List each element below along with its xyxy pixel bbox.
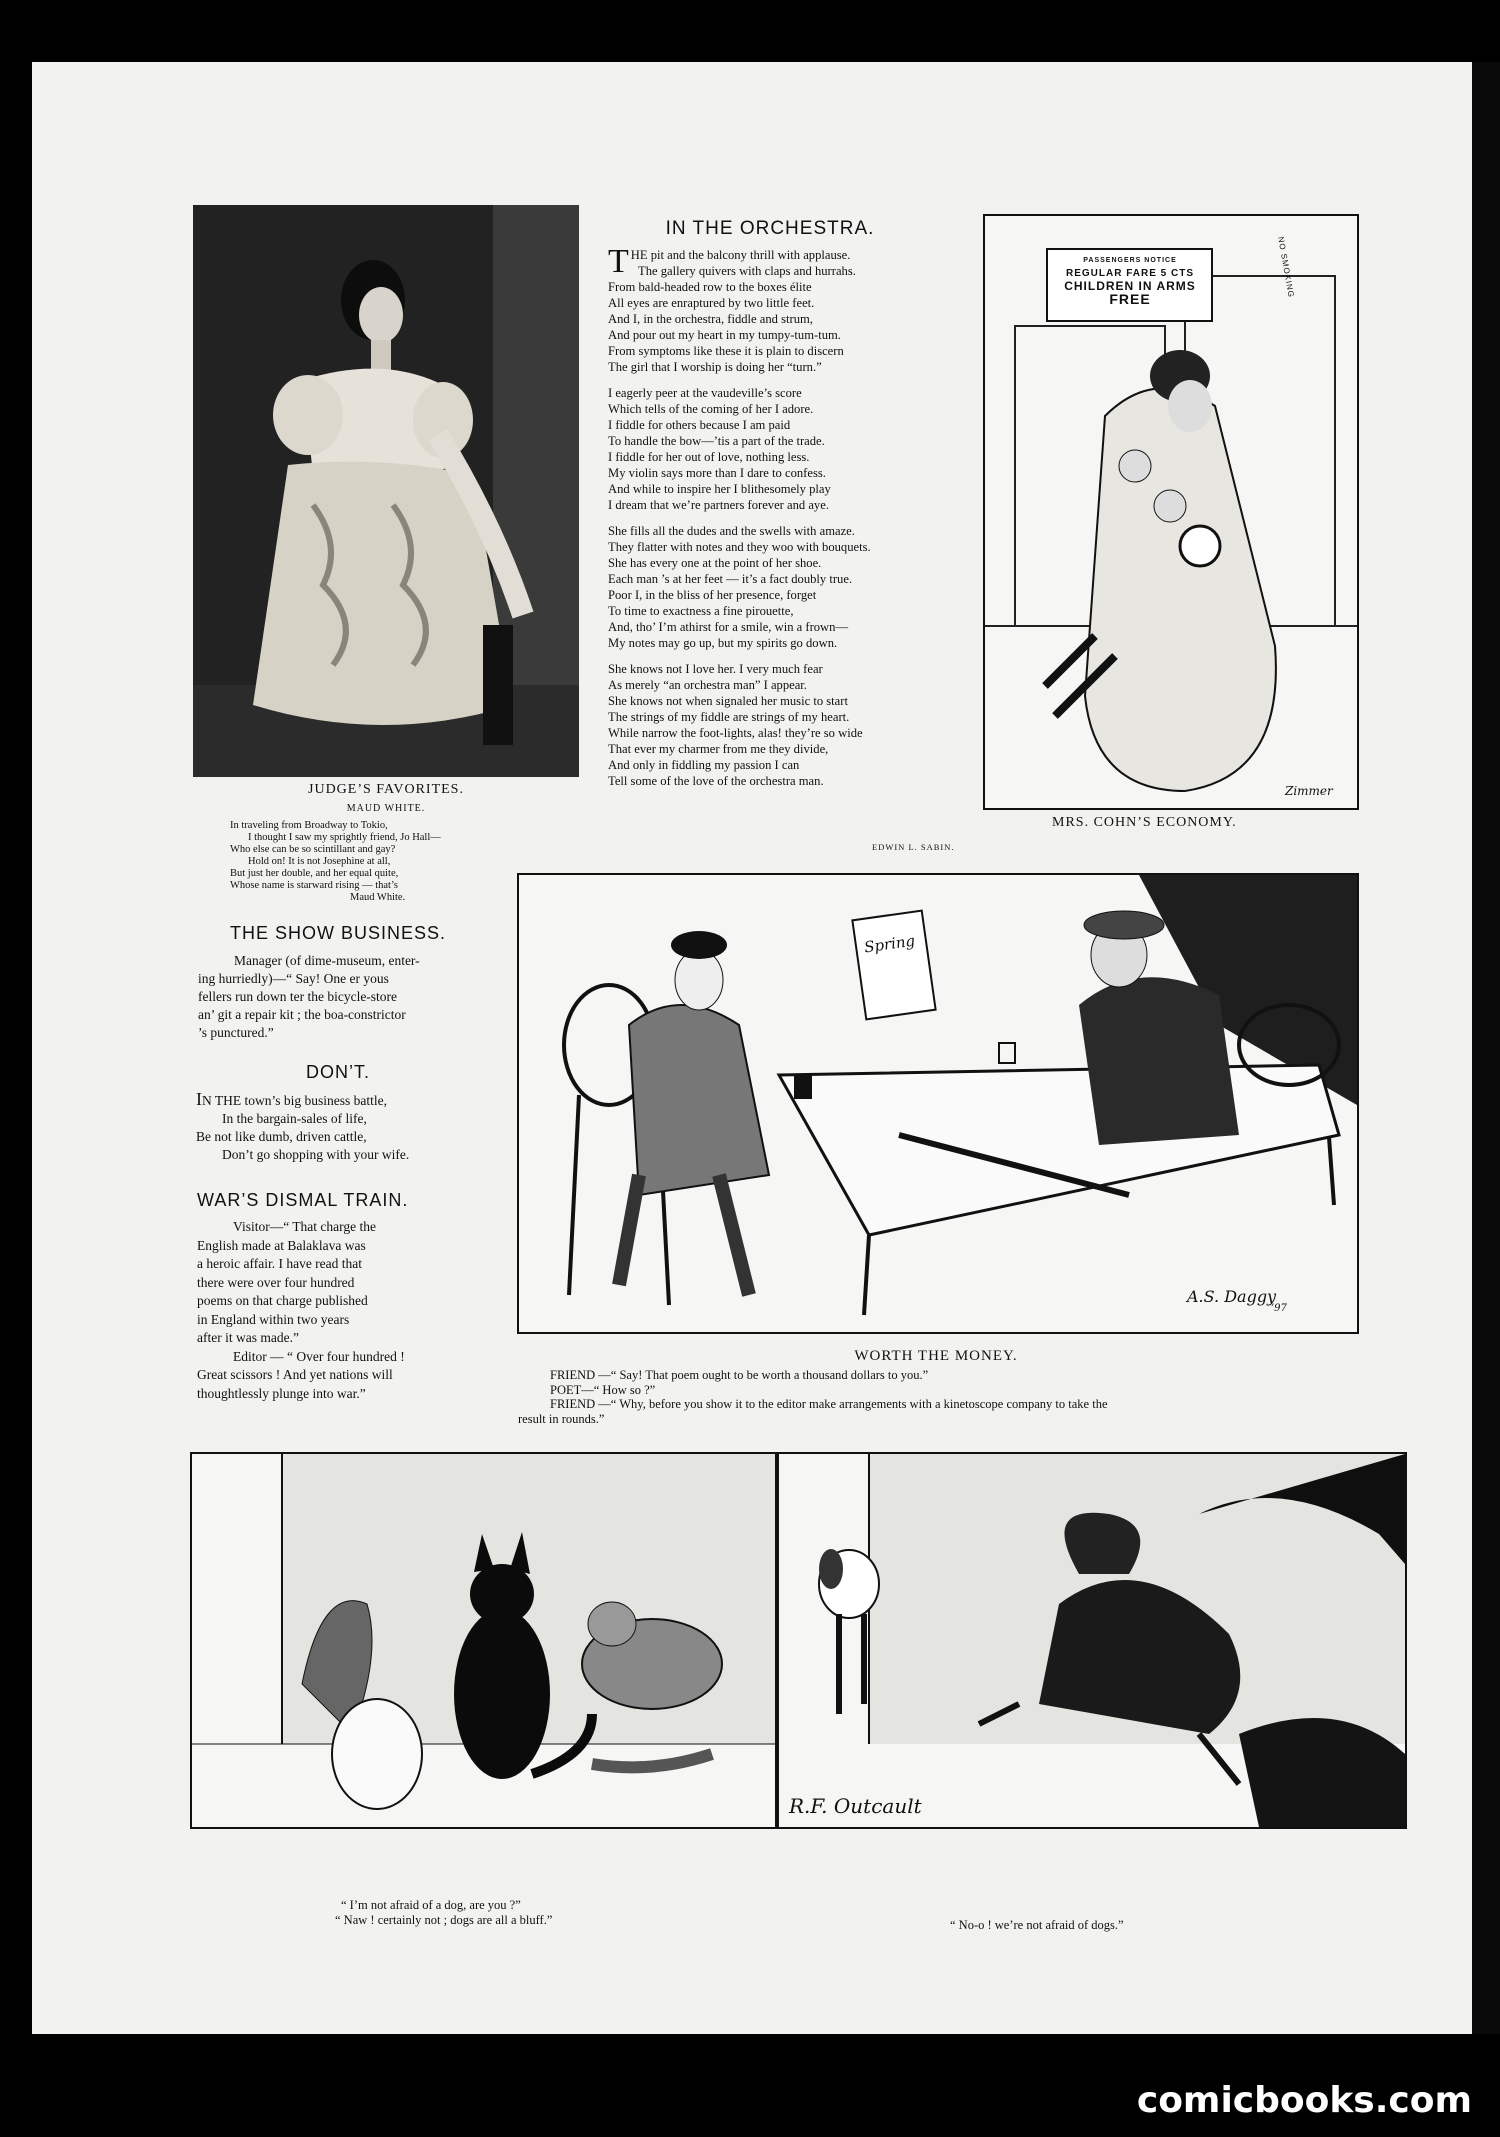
zimmer-signature: Zimmer xyxy=(1285,784,1333,798)
poem-line: I fiddle for her out of love, nothing less. xyxy=(608,450,810,464)
orchestra-dropcap: T xyxy=(608,243,629,280)
poem-line-text: N THE town’s big business battle, xyxy=(202,1093,387,1108)
dog-caption: “ No-o ! we’re not afraid of dogs.” xyxy=(950,1918,1124,1932)
text-line: thoughtlessly plunge into war.” xyxy=(197,1385,366,1401)
poem-line: And only in fiddling my passion I can xyxy=(608,758,800,772)
dialogue-line: FRIEND —“ Say! That poem ought to be worth a thousand dollars to you.” xyxy=(550,1368,929,1382)
caption-line: “ Naw ! certainly not ; dogs are all a bluff.” xyxy=(335,1913,553,1927)
text-line: Visitor—“ That charge the xyxy=(233,1219,377,1234)
poem-line: HE pit and the balcony thrill with applause. xyxy=(630,248,851,262)
text-line: ’s punctured.” xyxy=(198,1025,274,1040)
poem-line: She fills all the dudes and the swells with amaze. xyxy=(608,524,855,538)
dialogue-line: FRIEND —“ Why, before you show it to the editor make arrangements with a kinetoscope company to take the xyxy=(550,1397,1108,1411)
poem-line: The gallery quivers with claps and hurrahs. xyxy=(638,264,856,278)
poem-line: She knows not I love her. I very much fear xyxy=(608,662,823,676)
poem-line: Poor I, in the bliss of her presence, forget xyxy=(608,588,817,602)
show-business-text xyxy=(198,952,498,1042)
poem-line: The girl that I worship is doing her “turn.” xyxy=(608,360,822,374)
poem-line: Each man ’s at her feet — it’s a fact doubly true. xyxy=(608,572,853,586)
poem-line: Don’t go shopping with your wife. xyxy=(222,1147,410,1162)
poem-line xyxy=(196,1090,486,1110)
verse-line: I thought I saw my sprightly friend, Jo Hall— xyxy=(248,832,441,843)
dialogue-line: POET—“ How so ?” xyxy=(550,1382,656,1397)
text-line: there were over four hundred xyxy=(197,1274,355,1290)
text-line: Great scissors ! And yet nations will xyxy=(197,1367,393,1382)
poem-line: I fiddle for others because I am paid xyxy=(608,418,791,432)
text-line: English made at Balaklava was xyxy=(197,1237,366,1253)
poem-line: The strings of my fiddle are strings of my heart. xyxy=(608,710,850,724)
maud-white-photo xyxy=(193,205,579,777)
poem-line: She knows not when signaled her music to start xyxy=(608,694,848,708)
caption-line: “ I’m not afraid of a dog, are you ?” xyxy=(341,1898,521,1912)
page-edge xyxy=(1472,62,1500,2034)
text-line: Editor — “ Over four hundred ! xyxy=(233,1348,405,1364)
poem-line: I dream that we’re partners forever and aye. xyxy=(608,498,829,512)
dont-dropcap: I xyxy=(196,1089,202,1109)
verse-line: In traveling from Broadway to Tokio, xyxy=(230,820,388,831)
poem-line: She has every one at the point of her shoe. xyxy=(608,556,822,570)
orchestra-poem xyxy=(608,243,968,789)
poet-and-friend-illustration xyxy=(519,875,1357,1332)
orchestra-author: EDWIN L. SABIN. xyxy=(872,842,955,852)
dog-and-cat-illustration xyxy=(779,1454,1405,1827)
fare-sign xyxy=(1049,254,1211,306)
verse-line: But just her double, and her equal quite, xyxy=(230,868,399,879)
poem-line: They flatter with notes and they woo with bouquets. xyxy=(608,540,871,554)
text-line: poems on that charge published xyxy=(197,1293,368,1308)
wars-train-text xyxy=(197,1218,497,1403)
side-sign: NO SMOKING xyxy=(1276,236,1296,299)
worth-money-dialogue xyxy=(518,1368,1363,1426)
daggy-signature: A.S. Daggy xyxy=(1187,1287,1277,1306)
fare-sign-line: FREE xyxy=(1109,291,1151,307)
poem-line: My notes may go up, but my spirits go down. xyxy=(608,636,838,650)
verse-line: Maud White. xyxy=(350,892,406,903)
poem-line: Tell some of the love of the orchestra man. xyxy=(608,774,824,788)
poem-line: And I, in the orchestra, fiddle and strum, xyxy=(608,312,813,326)
text-line: ing hurriedly)—“ Say! One er yous xyxy=(198,971,389,986)
poem-line: I eagerly peer at the vaudeville’s score xyxy=(608,386,802,400)
verse-line: Whose name is starward rising — that’s xyxy=(230,880,398,891)
cats-caption xyxy=(335,1898,552,1928)
text-line: in England within two years xyxy=(197,1311,350,1327)
woman-portrait-illustration xyxy=(193,205,579,777)
poem-line: My violin says more than I dare to confess. xyxy=(608,466,826,480)
poem-line: From symptoms like these it is plain to discern xyxy=(608,344,844,358)
verse-line: Who else can be so scintillant and gay? xyxy=(230,844,396,855)
poem-line: To time to exactness a fine pirouette, xyxy=(608,604,794,618)
paper-label: Spring xyxy=(862,931,917,957)
poem-line: From bald-headed row to the boxes élite xyxy=(608,280,812,294)
text-line: an’ git a repair kit ; the boa-constrictor xyxy=(198,1007,406,1022)
poem-line: Which tells of the coming of her I adore. xyxy=(608,402,814,416)
daggy-signature-year: ’97 xyxy=(1271,1303,1287,1314)
wars-train-title: WAR’S DISMAL TRAIN. xyxy=(197,1190,409,1210)
poem-line: While narrow the foot-lights, alas! they’re so wide xyxy=(608,726,863,740)
four-cats-illustration xyxy=(192,1454,775,1827)
fare-sign-line: CHILDREN IN ARMS xyxy=(1064,279,1196,293)
judges-favorites-title: JUDGE’S FAVORITES. xyxy=(308,782,464,797)
text-line: a heroic affair. I have read that xyxy=(197,1256,363,1271)
text-line: Manager (of dime-museum, enter- xyxy=(234,953,420,968)
poem-line: That ever my charmer from me they divide, xyxy=(608,742,829,756)
site-watermark: comicbooks.com xyxy=(1136,2080,1472,2121)
poem-line: As merely “an orchestra man” I appear. xyxy=(608,678,807,692)
poem-line: To handle the bow—’tis a part of the trade. xyxy=(608,434,825,448)
cats-panel xyxy=(190,1452,777,1829)
poem-line: All eyes are enraptured by two little feet. xyxy=(608,296,815,310)
show-business-title: THE SHOW BUSINESS. xyxy=(229,923,447,943)
cohn-cartoon-panel xyxy=(983,214,1359,810)
cohn-cartoon-caption: MRS. COHN’S ECONOMY. xyxy=(1052,815,1237,830)
fare-sign-line: REGULAR FARE 5 CTS xyxy=(1065,268,1194,279)
outcault-signature: R.F. Outcault xyxy=(789,1794,922,1818)
poem-line: And, tho’ I’m athirst for a smile, win a frown— xyxy=(608,620,849,634)
worth-money-caption: WORTH THE MONEY. xyxy=(854,1348,1018,1364)
verse-line: Hold on! It is not Josephine at all, xyxy=(248,856,391,867)
poem-line: In the bargain-sales of life, xyxy=(222,1111,367,1126)
dont-title: DON’T. xyxy=(306,1062,370,1082)
poem-line: Be not like dumb, driven cattle, xyxy=(196,1129,367,1144)
worth-money-panel xyxy=(517,873,1359,1334)
dog-panel xyxy=(777,1452,1407,1829)
text-line: fellers run down ter the bicycle-store xyxy=(198,989,398,1004)
fare-sign-line: PASSENGERS NOTICE xyxy=(1083,257,1177,264)
dialogue-line: result in rounds.” xyxy=(518,1411,605,1426)
poem-line: And while to inspire her I blithesomely play xyxy=(608,482,831,496)
text-line: after it was made.” xyxy=(197,1330,299,1345)
maud-white-subtitle: MAUD WHITE. xyxy=(346,803,426,814)
dont-poem xyxy=(196,1090,486,1164)
orchestra-title: IN THE ORCHESTRA. xyxy=(665,218,875,239)
poem-line: And pour out my heart in my tumpy-tum-tum. xyxy=(608,328,841,342)
